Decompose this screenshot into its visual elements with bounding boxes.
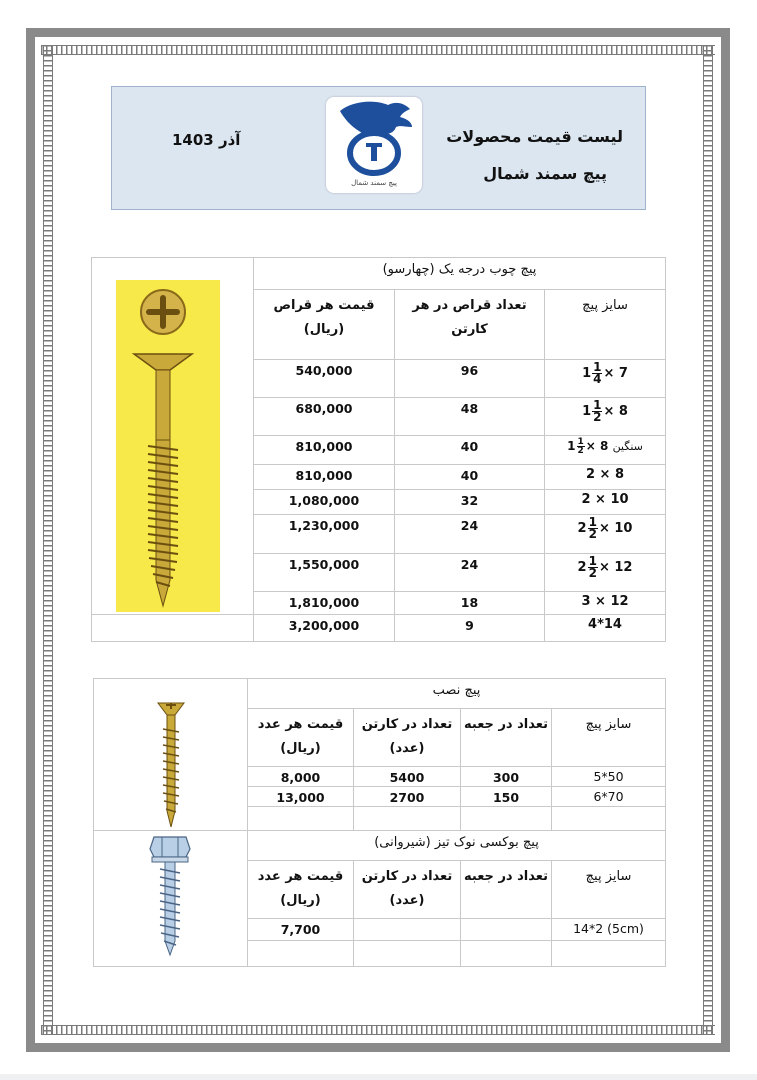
col-carton-header: تعداد در کارتن (عدد) [354,861,461,919]
size-cell: 5*50 [552,767,666,787]
wood-screw-image-cell [92,258,254,615]
count-cell: 24 [395,515,545,554]
empty-cell [354,807,461,831]
horse-logo-icon [326,97,422,177]
col-price-header: قیمت هر عدد (ریال) [248,709,354,767]
count-cell: 32 [395,490,545,515]
size-cell: 3 × 12 [545,592,666,615]
price-cell: 13,000 [248,787,354,807]
count-cell: 18 [395,592,545,615]
price-date: آذر 1403 [172,131,241,149]
empty-cell [354,941,461,967]
empty-cell [552,807,666,831]
empty-image-cell [92,615,254,642]
wood-screw-caption: پیچ چوب درجه یک (چهارسو) [254,258,666,290]
border-pattern-top [41,45,715,55]
count-cell: 48 [395,398,545,436]
price-cell: 1,230,000 [254,515,395,554]
border-pattern-bottom [41,1025,715,1035]
size-cell: 14*2 (5cm) [552,919,666,941]
col-carton-header: تعداد در کارتن (عدد) [354,709,461,767]
count-cell: 96 [395,360,545,398]
price-cell: 8,000 [248,767,354,787]
hex-screw-image-cell [94,831,248,967]
carton-cell: 2700 [354,787,461,807]
empty-cell [248,807,354,831]
price-cell: 810,000 [254,436,395,465]
col-price-header: قیمت هر قراص (ریال) [254,290,395,360]
col-count-header: تعداد قراص در هر کارتن [395,290,545,360]
price-cell: 1,810,000 [254,592,395,615]
table-row [92,615,666,642]
count-cell: 40 [395,436,545,465]
price-cell: 1,550,000 [254,554,395,592]
box-cell: 300 [461,767,552,787]
col-size-header: سایز پیچ [552,709,666,767]
installation-screw-table [93,678,666,967]
hex-screw-caption: پیچ بوکسی نوک تیز (شیروانی) [248,831,666,861]
size-cell: 1 $\frac{1}{2}$ × 8 [545,398,666,436]
carton-cell: 5400 [354,767,461,787]
size-cell: 1 $\frac{1}{2}$ × 8 سنگین [545,436,666,465]
count-cell: 9 [395,615,545,642]
size-cell: 2 × 8 [545,465,666,490]
price-cell: 1,080,000 [254,490,395,515]
col-size-header: سایز پیچ [545,290,666,360]
col-size-header: سایز پیچ [552,861,666,919]
price-cell: 680,000 [254,398,395,436]
wood-screw-icon [116,280,220,612]
install-screw-caption: پیچ نصب [248,679,666,709]
box-cell [461,919,552,941]
col-box-header: تعداد در جعبه [461,861,552,919]
hex-screw-icon [148,833,192,957]
company-logo [326,97,422,193]
col-box-header: تعداد در جعبه [461,709,552,767]
price-cell: 810,000 [254,465,395,490]
size-cell: 6*70 [552,787,666,807]
install-screw-image-cell [94,679,248,831]
empty-cell [552,941,666,967]
box-cell: 150 [461,787,552,807]
count-cell: 40 [395,465,545,490]
size-cell: 2 $\frac{1}{2}$ × 10 [545,515,666,554]
price-cell: 7,700 [248,919,354,941]
logo-caption: پیچ سمند شمال [351,179,397,187]
install-screw-icon [156,699,186,829]
empty-cell [461,807,552,831]
border-pattern-left [43,45,53,1035]
empty-cell [461,941,552,967]
size-cell: 2 × 10 [545,490,666,515]
company-name: پیچ سمند شمال [483,164,607,183]
size-cell: 4*14 [545,615,666,642]
price-cell: 540,000 [254,360,395,398]
price-cell: 3,200,000 [254,615,395,642]
col-price-header: قیمت هر عدد (ریال) [248,861,354,919]
border-pattern-right [703,45,713,1035]
count-cell: 24 [395,554,545,592]
size-cell: 2 $\frac{1}{2}$ × 12 [545,554,666,592]
wood-screw-table [91,257,666,642]
carton-cell [354,919,461,941]
empty-cell [248,941,354,967]
size-cell: 1 $\frac{1}{4}$ × 7 [545,360,666,398]
page-title: لیست قیمت محصولات [446,127,623,146]
header-banner [111,86,646,210]
